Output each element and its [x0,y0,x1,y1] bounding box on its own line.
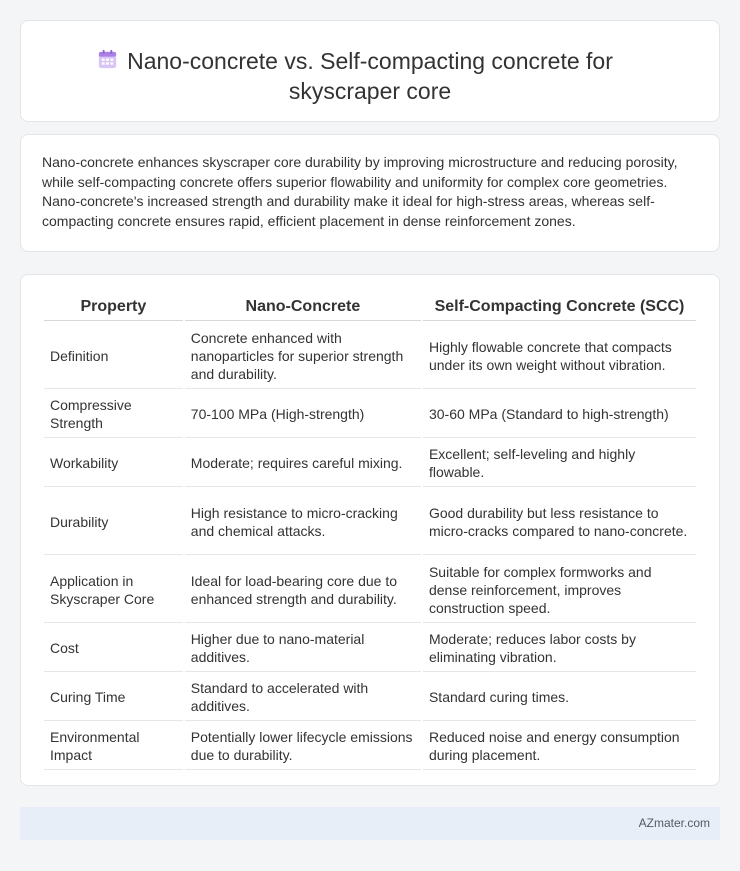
table-row [44,391,696,438]
table-row [44,323,696,389]
table-row [44,440,696,487]
summary-card [20,134,720,252]
header-scc: Self-Compacting Concrete (SCC) [423,294,696,321]
cell-property: Workability [44,440,183,487]
table-row [44,557,696,623]
table-row [44,625,696,672]
cell-property: Curing Time [44,674,183,721]
table-row [44,489,696,555]
comparison-card [20,274,720,786]
page-title-line-2: skyscraper core [288,78,452,104]
cell-property: Application in Skyscraper Core [44,557,183,623]
cell-scc: Suitable for complex formworks and dense reinforcement, improves construction speed. [423,557,696,623]
cell-scc: Standard curing times. [423,674,696,721]
cell-scc: Highly flowable concrete that compacts under its own weight without vibration. [423,323,696,389]
cell-scc: Moderate; reduces labor costs by eliminating vibration. [423,625,696,672]
cell-nano: High resistance to micro-cracking and chemical attacks. [185,489,421,555]
summary-text: Nano-concrete enhances skyscraper core durability by improving microstructure and reducing porosity, while self-compacting concrete offers superior flowability and uniformity for complex core geometries. Nano-concrete's increased strength and durability make it ideal for high-stress areas, whereas self-compacting concrete ensures rapid, efficient placement in dense reinforcement zones. [42,154,678,229]
cell-property: Definition [44,323,183,389]
comparison-table [42,292,698,772]
page-title-line-1: Nano-concrete vs. Self-compacting concrete for [127,48,613,74]
cell-nano: Ideal for load-bearing core due to enhanced strength and durability. [185,557,421,623]
cell-scc: Excellent; self-leveling and highly flowable. [423,440,696,487]
cell-property: Cost [44,625,183,672]
footer-brand: AZmater.com [638,816,710,830]
table-header-row [44,294,696,321]
table-row [44,723,696,770]
page-title [21,46,719,106]
header-property: Property [44,294,183,321]
cell-nano: Concrete enhanced with nanoparticles for superior strength and durability. [185,323,421,389]
header-nano-concrete: Nano-Concrete [185,294,421,321]
cell-nano: Moderate; requires careful mixing. [185,440,421,487]
cell-nano: 70-100 MPa (High-strength) [185,391,421,438]
title-card [20,20,720,122]
cell-property: Environmental Impact [44,723,183,770]
cell-property: Durability [44,489,183,555]
cell-scc: 30-60 MPa (Standard to high-strength) [423,391,696,438]
cell-nano: Potentially lower lifecycle emissions due to durability. [185,723,421,770]
table-row [44,674,696,721]
cell-scc: Good durability but less resistance to micro-cracks compared to nano-concrete. [423,489,696,555]
cell-nano: Standard to accelerated with additives. [185,674,421,721]
cell-property: Compressive Strength [44,391,183,438]
cell-scc: Reduced noise and energy consumption during placement. [423,723,696,770]
footer [20,807,720,840]
cell-nano: Higher due to nano-material additives. [185,625,421,672]
